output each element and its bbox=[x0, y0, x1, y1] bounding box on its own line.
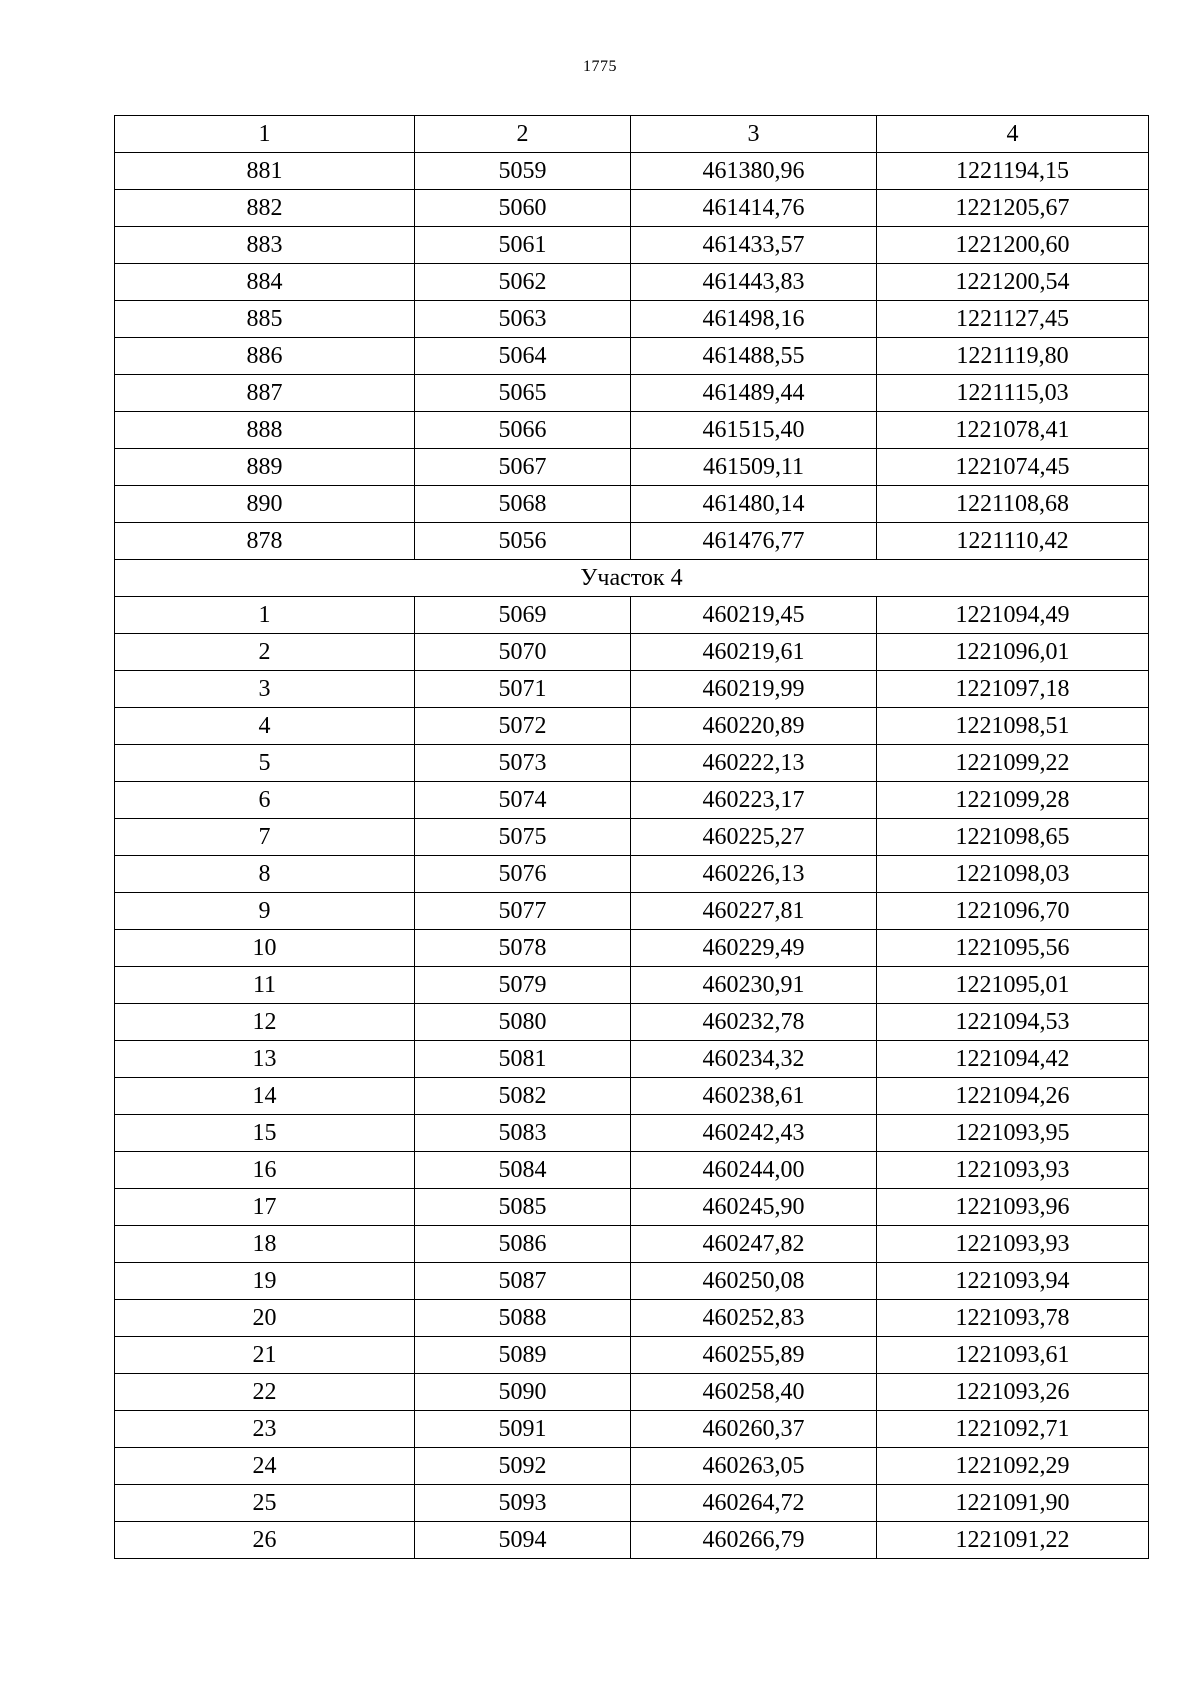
table-cell: 461414,76 bbox=[631, 190, 877, 227]
table-row bbox=[115, 301, 1149, 338]
table-cell: 1221093,78 bbox=[877, 1300, 1149, 1337]
table-cell: 1221205,67 bbox=[877, 190, 1149, 227]
table-cell: 460232,78 bbox=[631, 1004, 877, 1041]
table-cell: 18 bbox=[115, 1226, 415, 1263]
table-header-row bbox=[115, 116, 1149, 153]
table-cell: 1221098,65 bbox=[877, 819, 1149, 856]
table-cell: 460230,91 bbox=[631, 967, 877, 1004]
table-cell: 1221093,93 bbox=[877, 1152, 1149, 1189]
table-cell: 461515,40 bbox=[631, 412, 877, 449]
table-cell: 1221093,93 bbox=[877, 1226, 1149, 1263]
table-cell: 5080 bbox=[415, 1004, 631, 1041]
table-cell: 5092 bbox=[415, 1448, 631, 1485]
table-cell: 460260,37 bbox=[631, 1411, 877, 1448]
table-cell: 1221095,01 bbox=[877, 967, 1149, 1004]
table-cell: 17 bbox=[115, 1189, 415, 1226]
table-cell: 461433,57 bbox=[631, 227, 877, 264]
table-cell: 5093 bbox=[415, 1485, 631, 1522]
table-cell: 7 bbox=[115, 819, 415, 856]
table-row bbox=[115, 227, 1149, 264]
table-cell: 460258,40 bbox=[631, 1374, 877, 1411]
table-row bbox=[115, 597, 1149, 634]
table-cell: 460234,32 bbox=[631, 1041, 877, 1078]
table-row bbox=[115, 856, 1149, 893]
coordinates-table bbox=[114, 115, 1149, 1559]
table-row bbox=[115, 819, 1149, 856]
table-cell: 1221115,03 bbox=[877, 375, 1149, 412]
table-row bbox=[115, 190, 1149, 227]
table-cell: 19 bbox=[115, 1263, 415, 1300]
table-row bbox=[115, 1522, 1149, 1559]
table-cell: 460242,43 bbox=[631, 1115, 877, 1152]
table-cell: 460238,61 bbox=[631, 1078, 877, 1115]
table-cell: 1221094,26 bbox=[877, 1078, 1149, 1115]
table-cell: 1221093,94 bbox=[877, 1263, 1149, 1300]
table-cell: 1221091,90 bbox=[877, 1485, 1149, 1522]
table-cell: 460244,00 bbox=[631, 1152, 877, 1189]
table-row bbox=[115, 745, 1149, 782]
table-row bbox=[115, 1337, 1149, 1374]
table-cell: 3 bbox=[115, 671, 415, 708]
table-cell: 2 bbox=[115, 634, 415, 671]
table-cell: 5076 bbox=[415, 856, 631, 893]
table-cell: 5063 bbox=[415, 301, 631, 338]
table-cell: 16 bbox=[115, 1152, 415, 1189]
table-cell: 5089 bbox=[415, 1337, 631, 1374]
table-row bbox=[115, 1226, 1149, 1263]
header-cell: 2 bbox=[415, 116, 631, 153]
table-row bbox=[115, 634, 1149, 671]
table-cell: 886 bbox=[115, 338, 415, 375]
table-row bbox=[115, 449, 1149, 486]
table-cell: 5 bbox=[115, 745, 415, 782]
table-cell: 5094 bbox=[415, 1522, 631, 1559]
table-row bbox=[115, 1004, 1149, 1041]
table-row bbox=[115, 523, 1149, 560]
table-row bbox=[115, 486, 1149, 523]
table-cell: 5078 bbox=[415, 930, 631, 967]
table-cell: 1221098,51 bbox=[877, 708, 1149, 745]
table-cell: 5059 bbox=[415, 153, 631, 190]
table-cell: 15 bbox=[115, 1115, 415, 1152]
table-cell: 460219,45 bbox=[631, 597, 877, 634]
table-cell: 1221200,54 bbox=[877, 264, 1149, 301]
header-cell: 3 bbox=[631, 116, 877, 153]
table-cell: 5077 bbox=[415, 893, 631, 930]
table-cell: 885 bbox=[115, 301, 415, 338]
table-cell: 888 bbox=[115, 412, 415, 449]
table-cell: 461509,11 bbox=[631, 449, 877, 486]
table-cell: 460252,83 bbox=[631, 1300, 877, 1337]
table-cell: 460226,13 bbox=[631, 856, 877, 893]
table-cell: 5079 bbox=[415, 967, 631, 1004]
table-cell: 5090 bbox=[415, 1374, 631, 1411]
table-cell: 5064 bbox=[415, 338, 631, 375]
table-cell: 5065 bbox=[415, 375, 631, 412]
table-cell: 1221093,26 bbox=[877, 1374, 1149, 1411]
table-cell: 460225,27 bbox=[631, 819, 877, 856]
table-row bbox=[115, 1189, 1149, 1226]
table-cell: 1221094,49 bbox=[877, 597, 1149, 634]
table-cell: 1221092,71 bbox=[877, 1411, 1149, 1448]
table-cell: 5085 bbox=[415, 1189, 631, 1226]
table-row bbox=[115, 671, 1149, 708]
table-row bbox=[115, 153, 1149, 190]
table-cell: 460222,13 bbox=[631, 745, 877, 782]
table-cell: 460263,05 bbox=[631, 1448, 877, 1485]
table-cell: 5081 bbox=[415, 1041, 631, 1078]
table-cell: 881 bbox=[115, 153, 415, 190]
table-row bbox=[115, 1374, 1149, 1411]
table-cell: 14 bbox=[115, 1078, 415, 1115]
table-cell: 5070 bbox=[415, 634, 631, 671]
table-cell: 1221093,95 bbox=[877, 1115, 1149, 1152]
page-number: 1775 bbox=[583, 58, 617, 75]
table-cell: 460219,99 bbox=[631, 671, 877, 708]
table-cell: 1221127,45 bbox=[877, 301, 1149, 338]
table-row bbox=[115, 1041, 1149, 1078]
table-cell: 882 bbox=[115, 190, 415, 227]
table-cell: 5061 bbox=[415, 227, 631, 264]
table-cell: 5088 bbox=[415, 1300, 631, 1337]
table-row bbox=[115, 1115, 1149, 1152]
table-row bbox=[115, 1078, 1149, 1115]
table-cell: 24 bbox=[115, 1448, 415, 1485]
table-cell: 1221078,41 bbox=[877, 412, 1149, 449]
table-cell: 461489,44 bbox=[631, 375, 877, 412]
table-cell: 1221074,45 bbox=[877, 449, 1149, 486]
table-row bbox=[115, 1485, 1149, 1522]
table-cell: 890 bbox=[115, 486, 415, 523]
table-cell: 1221095,56 bbox=[877, 930, 1149, 967]
table-cell: 12 bbox=[115, 1004, 415, 1041]
table-cell: 461476,77 bbox=[631, 523, 877, 560]
table-row bbox=[115, 1448, 1149, 1485]
table-cell: 460266,79 bbox=[631, 1522, 877, 1559]
table-cell: 1221099,22 bbox=[877, 745, 1149, 782]
table-cell: 5069 bbox=[415, 597, 631, 634]
table-cell: 5086 bbox=[415, 1226, 631, 1263]
table-cell: 461488,55 bbox=[631, 338, 877, 375]
table-cell: 26 bbox=[115, 1522, 415, 1559]
table-cell: 460223,17 bbox=[631, 782, 877, 819]
table-cell: 22 bbox=[115, 1374, 415, 1411]
table-cell: 461480,14 bbox=[631, 486, 877, 523]
table-cell: 5082 bbox=[415, 1078, 631, 1115]
table-cell: 5072 bbox=[415, 708, 631, 745]
table-cell: 9 bbox=[115, 893, 415, 930]
table-cell: 5084 bbox=[415, 1152, 631, 1189]
table-cell: 883 bbox=[115, 227, 415, 264]
table-cell: 10 bbox=[115, 930, 415, 967]
table-cell: 460219,61 bbox=[631, 634, 877, 671]
table-cell: 5060 bbox=[415, 190, 631, 227]
table-cell: 461380,96 bbox=[631, 153, 877, 190]
table-cell: 460220,89 bbox=[631, 708, 877, 745]
table-cell: 1 bbox=[115, 597, 415, 634]
table-cell: 5056 bbox=[415, 523, 631, 560]
table-cell: 887 bbox=[115, 375, 415, 412]
section-header-row bbox=[115, 560, 1149, 597]
table-cell: 1221097,18 bbox=[877, 671, 1149, 708]
table-cell: 461443,83 bbox=[631, 264, 877, 301]
table-cell: 5066 bbox=[415, 412, 631, 449]
table-cell: 460255,89 bbox=[631, 1337, 877, 1374]
table-cell: 884 bbox=[115, 264, 415, 301]
table-cell: 6 bbox=[115, 782, 415, 819]
table-row bbox=[115, 930, 1149, 967]
table-cell: 460227,81 bbox=[631, 893, 877, 930]
table-cell: 4 bbox=[115, 708, 415, 745]
table-cell: 460250,08 bbox=[631, 1263, 877, 1300]
section-label: Участок 4 bbox=[115, 560, 1149, 597]
table-cell: 13 bbox=[115, 1041, 415, 1078]
table-row bbox=[115, 1152, 1149, 1189]
table-cell: 461498,16 bbox=[631, 301, 877, 338]
table-cell: 11 bbox=[115, 967, 415, 1004]
table-cell: 460245,90 bbox=[631, 1189, 877, 1226]
coordinates-table-body bbox=[115, 116, 1149, 1559]
table-cell: 1221098,03 bbox=[877, 856, 1149, 893]
table-cell: 460247,82 bbox=[631, 1226, 877, 1263]
table-cell: 5083 bbox=[415, 1115, 631, 1152]
table-row bbox=[115, 412, 1149, 449]
table-cell: 21 bbox=[115, 1337, 415, 1374]
table-cell: 889 bbox=[115, 449, 415, 486]
table-cell: 23 bbox=[115, 1411, 415, 1448]
table-cell: 1221108,68 bbox=[877, 486, 1149, 523]
table-cell: 1221194,15 bbox=[877, 153, 1149, 190]
table-cell: 1221110,42 bbox=[877, 523, 1149, 560]
table-cell: 25 bbox=[115, 1485, 415, 1522]
table-row bbox=[115, 893, 1149, 930]
table-cell: 1221091,22 bbox=[877, 1522, 1149, 1559]
table-cell: 5074 bbox=[415, 782, 631, 819]
table-cell: 8 bbox=[115, 856, 415, 893]
table-cell: 5068 bbox=[415, 486, 631, 523]
table-row bbox=[115, 375, 1149, 412]
table-cell: 1221094,53 bbox=[877, 1004, 1149, 1041]
table-cell: 460229,49 bbox=[631, 930, 877, 967]
table-cell: 5071 bbox=[415, 671, 631, 708]
table-row bbox=[115, 967, 1149, 1004]
table-cell: 1221094,42 bbox=[877, 1041, 1149, 1078]
table-row bbox=[115, 782, 1149, 819]
table-cell: 1221096,70 bbox=[877, 893, 1149, 930]
table-cell: 460264,72 bbox=[631, 1485, 877, 1522]
table-row bbox=[115, 338, 1149, 375]
table-row bbox=[115, 1263, 1149, 1300]
table-cell: 5062 bbox=[415, 264, 631, 301]
table-row bbox=[115, 708, 1149, 745]
table-cell: 20 bbox=[115, 1300, 415, 1337]
table-cell: 878 bbox=[115, 523, 415, 560]
table-cell: 1221093,61 bbox=[877, 1337, 1149, 1374]
table-row bbox=[115, 1411, 1149, 1448]
table-cell: 5067 bbox=[415, 449, 631, 486]
table-cell: 1221119,80 bbox=[877, 338, 1149, 375]
table-cell: 5075 bbox=[415, 819, 631, 856]
table-cell: 5087 bbox=[415, 1263, 631, 1300]
table-cell: 1221200,60 bbox=[877, 227, 1149, 264]
table-cell: 1221096,01 bbox=[877, 634, 1149, 671]
header-cell: 4 bbox=[877, 116, 1149, 153]
table-row bbox=[115, 1300, 1149, 1337]
table-cell: 5073 bbox=[415, 745, 631, 782]
table-row bbox=[115, 264, 1149, 301]
header-cell: 1 bbox=[115, 116, 415, 153]
table-cell: 1221092,29 bbox=[877, 1448, 1149, 1485]
table-cell: 1221093,96 bbox=[877, 1189, 1149, 1226]
table-cell: 1221099,28 bbox=[877, 782, 1149, 819]
table-cell: 5091 bbox=[415, 1411, 631, 1448]
